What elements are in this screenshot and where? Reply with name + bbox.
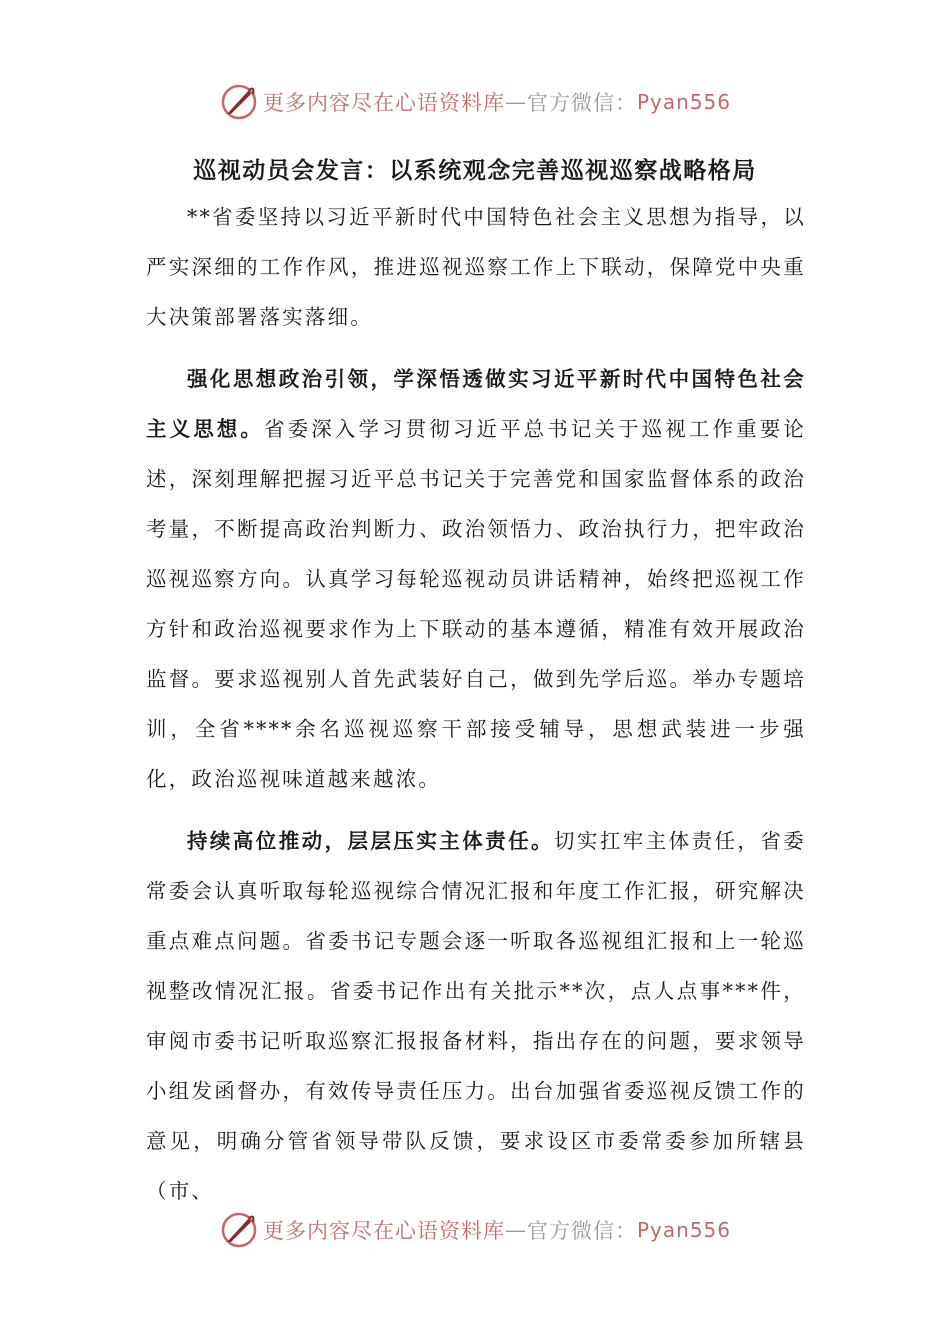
paragraph-text: 省委深入学习贯彻习近平总书记关于巡视工作重要论述，深刻理解把握习近平总书记关于完善党和国家监督体系的政治考量，不断提高政治判断力、政治领悟力、政治执行力，把牢政治巡视巡察方向。认真学习每轮巡视动员讲话精神，始终把巡视工作方针和政治巡视要求作为上下联动的基本遵循，精准有效开展政治监督。要求巡视别人首先武装好自己，做到先学后巡。举办专题培训，全省****余名巡视巡察干部接受辅导，思想武装进一步强化，政治巡视味道越来越浓。 xyxy=(146,417,807,791)
banner-wechat-label: 官方微信： xyxy=(526,1219,637,1243)
document-body xyxy=(146,192,806,1228)
banner-text: 更多内容尽在心语资料库 xyxy=(262,91,505,115)
paragraph-ideology xyxy=(146,354,806,804)
quill-logo-icon xyxy=(219,1210,259,1250)
banner-text: 更多内容尽在心语资料库 xyxy=(262,1219,505,1243)
banner-wechat-label: 官方微信： xyxy=(526,91,637,115)
paragraph-text: **省委坚持以习近平新时代中国特色社会主义思想为指导，以严实深细的工作作风，推进巡视巡察工作上下联动，保障党中央重大决策部署落实落细。 xyxy=(146,205,806,329)
paragraph-text: 切实扛牢主体责任，省委常委会认真听取每轮巡视综合情况汇报和年度工作汇报，研究解决重点难点问题。省委书记专题会逐一听取各巡视组汇报和上一轮巡视整改情况汇报。省委书记作出有关批示**次，点人点事***件，审阅市委书记听取巡察汇报报备材料，指出存在的问题，要求领导小组发函督办，有效传导责任压力。出台加强省委巡视反馈工作的意见，明确分管省领导带队反馈，要求设区市委常委参加所辖县（市、 xyxy=(146,829,806,1203)
paragraph-responsibility xyxy=(146,816,806,1216)
document-title: 巡视动员会发言：以系统观念完善巡视巡察战略格局 xyxy=(193,158,757,184)
quill-logo-icon xyxy=(219,82,259,122)
paragraph-lead: 强化思想政治引领，学深悟透做实习近平新时代中国特色社会主义思想。 xyxy=(146,367,806,441)
banner-wechat-id: Pyan556 xyxy=(636,90,731,114)
banner-separator: — xyxy=(504,90,527,114)
footer-banner xyxy=(0,1208,950,1252)
header-banner xyxy=(0,80,950,124)
paragraph-lead: 持续高位推动，层层压实主体责任。 xyxy=(187,829,554,853)
banner-separator: — xyxy=(504,1218,527,1242)
paragraph-intro xyxy=(146,192,806,342)
banner-wechat-id: Pyan556 xyxy=(636,1218,731,1242)
